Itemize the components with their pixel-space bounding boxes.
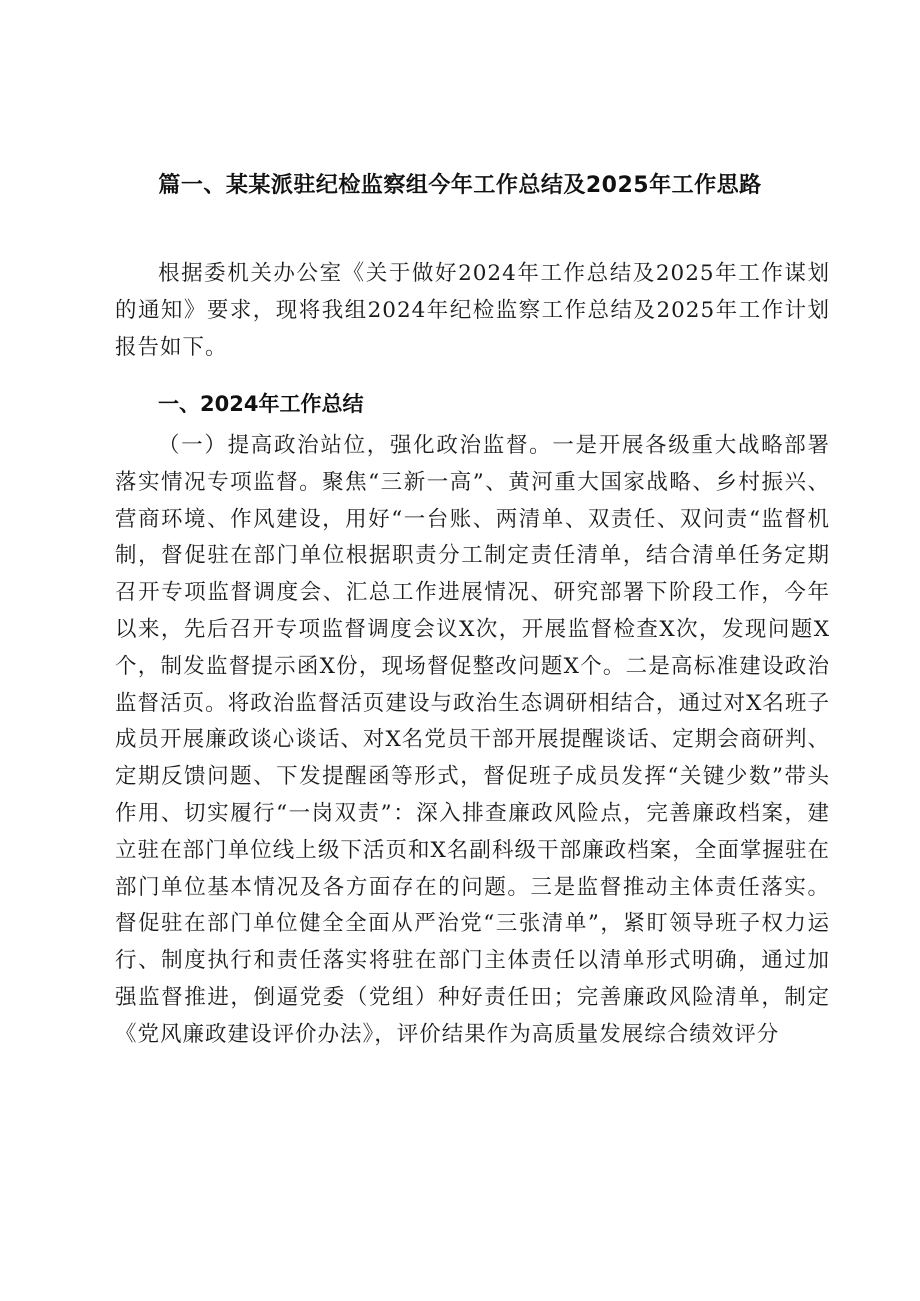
document-title: 篇一、某某派驻纪检监察组今年工作总结及2025年工作思路 — [158, 173, 762, 198]
intro-block — [115, 256, 830, 366]
section-heading: 一、2024年工作总结 — [158, 392, 364, 416]
section-body — [115, 428, 830, 1054]
section-paragraph: （一）提高政治站位，强化政治监督。一是开展各级重大战略部署落实情况专项监督。聚焦“三新一高”、黄河重大国家战略、乡村振兴、营商环境、作风建设，用好“一台账、两清单、双责任、双问责“监督机制，督促驻在部门单位根据职责分工制定责任清单，结合清单任务定期召开专项监督调度会、汇总工作进展情况、研究部署下阶段工作，今年以来，先后召开专项监督调度会议X次，开展监督检查X次，发现问题X个，制发监督提示函X份，现场督促整改问题X个。二是高标准建设政治监督活页。将政治监督活页建设与政治生态调研相结合，通过对X名班子成员开展廉政谈心谈话、对X名党员干部开展提醒谈话、定期会商研判、定期反馈问题、下发提醒函等形式，督促班子成员发挥“关键少数”带头作用、切实履行“一岗双责”：深入排查廉政风险点，完善廉政档案，建立驻在部门单位线上级下活页和X名副科级干部廉政档案，全面掌握驻在部门单位基本情况及各方面存在的问题。三是监督推动主体责任落实。督促驻在部门单位健全全面从严治党“三张清单”，紧盯领导班子权力运行、制度执行和责任落实将驻在部门主体责任以清单形式明确，通过加强监督推进，倒逼党委（党组）种好责任田；完善廉政风险清单，制定《党风廉政建设评价办法》，评价结果作为高质量发展综合绩效评分 — [115, 433, 830, 1047]
intro-paragraph: 根据委机关办公室《关于做好2024年工作总结及2025年工作谋划的通知》要求，现将我组2024年纪检监察工作总结及2025年工作计划报告如下。 — [115, 261, 830, 360]
